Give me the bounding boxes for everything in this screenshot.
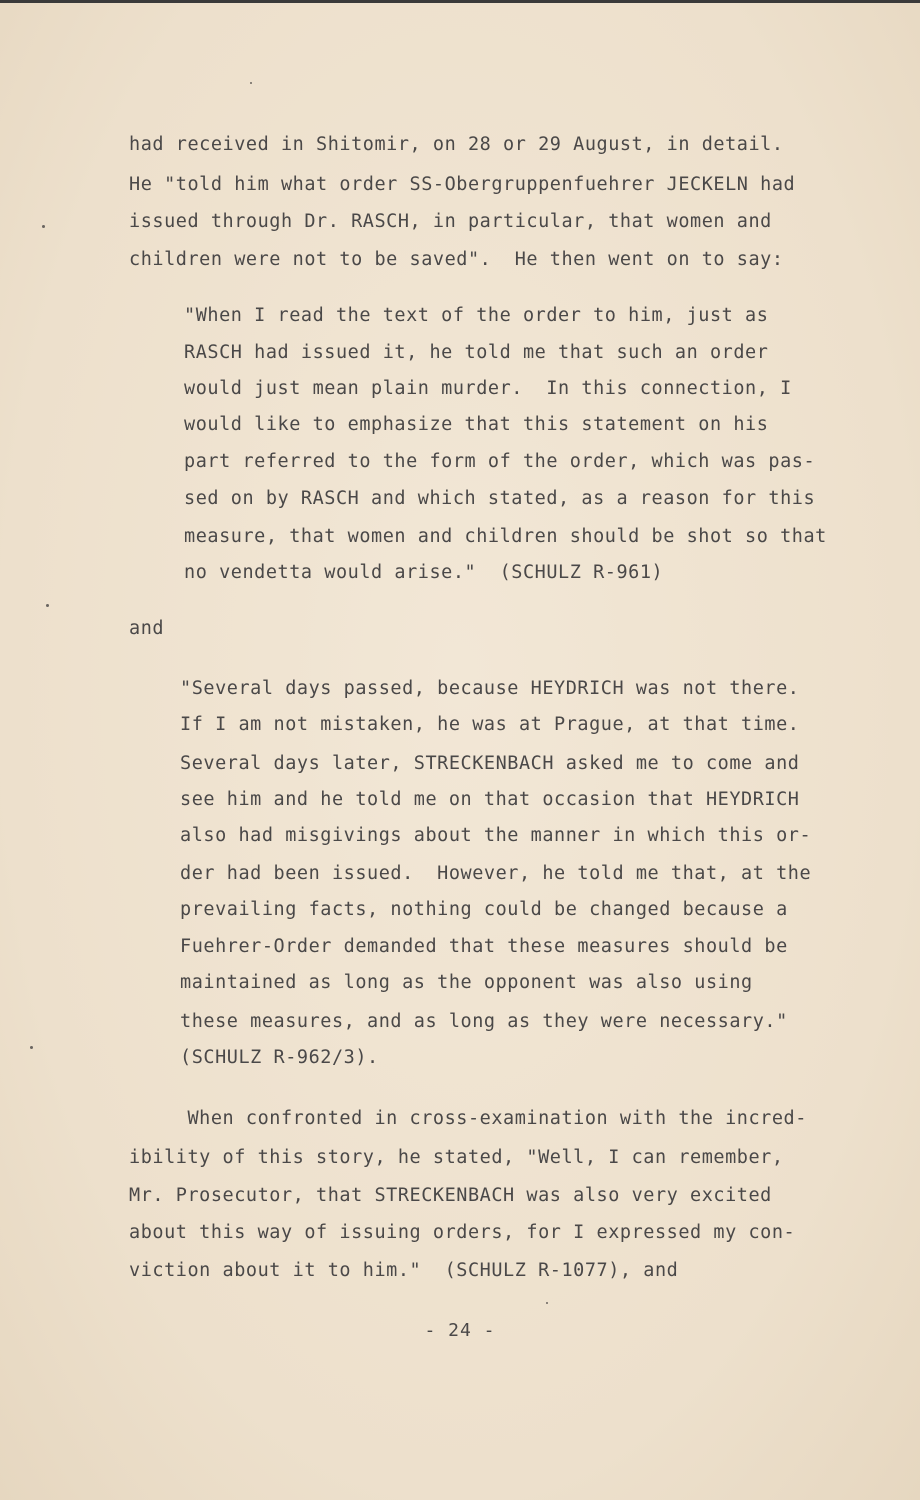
closing-line: When confronted in cross-examination with the incred-: [129, 1108, 807, 1129]
closing-line: Mr. Prosecutor, that STRECKENBACH was also very excited: [129, 1185, 772, 1206]
quote-line: der had been issued. However, he told me that, at the: [180, 863, 812, 884]
closing-line: ibility of this story, he stated, "Well, I can remember,: [129, 1147, 784, 1168]
closing-line: about this way of issuing orders, for I expressed my con-: [129, 1222, 796, 1243]
quote-line: would like to emphasize that this statement on his: [184, 414, 769, 435]
paper-speck: [250, 82, 252, 84]
paper-speck: [46, 604, 49, 607]
quote-line: would just mean plain murder. In this connection, I: [184, 378, 792, 399]
quote-line: "Several days passed, because HEYDRICH was not there.: [180, 678, 800, 699]
intro-line: children were not to be saved". He then went on to say:: [129, 249, 784, 270]
paper-speck: [30, 1046, 33, 1049]
quote-line: "When I read the text of the order to him, just as: [184, 305, 769, 326]
quote-line: see him and he told me on that occasion that HEYDRICH: [180, 789, 800, 810]
quote-line: maintained as long as the opponent was also using: [180, 972, 753, 993]
paper-speck: [546, 1302, 548, 1304]
intro-line: had received in Shitomir, on 28 or 29 August, in detail.: [129, 134, 784, 155]
quote-line: also had misgivings about the manner in which this or-: [180, 825, 812, 846]
quote-line: sed on by RASCH and which stated, as a reason for this: [184, 488, 816, 509]
quote-line: prevailing facts, nothing could be changed because a: [180, 899, 788, 920]
quote-line: (SCHULZ R-962/3).: [180, 1047, 379, 1068]
intro-line: He "told him what order SS-Obergruppenfuehrer JECKELN had: [129, 174, 796, 195]
quote-line: If I am not mistaken, he was at Prague, at that time.: [180, 714, 800, 735]
quote-line: part referred to the form of the order, which was pas-: [184, 451, 816, 472]
paper-speck: [42, 225, 45, 228]
closing-line: viction about it to him." (SCHULZ R-1077), and: [129, 1260, 679, 1281]
quote-line: RASCH had issued it, he told me that such an order: [184, 342, 769, 363]
intro-line: issued through Dr. RASCH, in particular, that women and: [129, 211, 772, 232]
quote-line: Several days later, STRECKENBACH asked me to come and: [180, 753, 800, 774]
quote-line: Fuehrer-Order demanded that these measures should be: [180, 936, 788, 957]
quote-line: measure, that women and children should be shot so that: [184, 526, 827, 547]
connector-text: and: [129, 618, 165, 639]
quote-line: no vendetta would arise." (SCHULZ R-961): [184, 562, 664, 583]
quote-line: these measures, and as long as they were necessary.": [180, 1011, 788, 1032]
page-number: - 24 -: [424, 1320, 496, 1341]
page-top-edge: [0, 0, 920, 3]
